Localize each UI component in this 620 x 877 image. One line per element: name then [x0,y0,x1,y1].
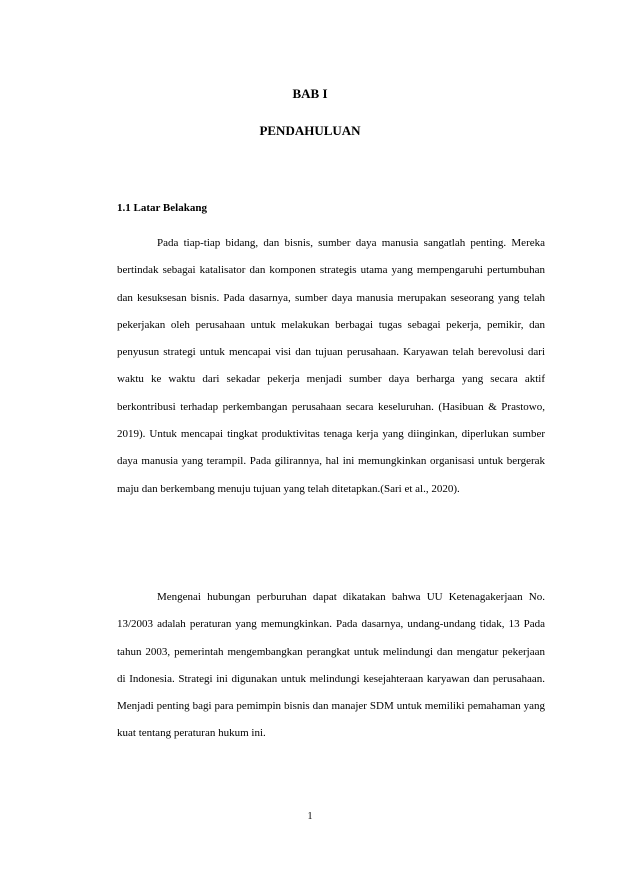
chapter-number: BAB I [292,86,328,101]
paragraph-1: Pada tiap-tiap bidang, dan bisnis, sumber daya manusia sangatlah penting. Mereka bertindak sebagai katalisator dan komponen strategis utama yang mempengaruhi pertumbuhan dan kesuksesan bisnis. Pada dasarnya, sumber daya manusia merupakan seseorang yang telah pekerjakan oleh perusahaan untuk melakukan berbagai tugas sebagai pekerja, pemikir, dan penyusun strategi untuk mencapai visi dan tujuan perusahaan. Karyawan telah berevolusi dari waktu ke waktu dari sekadar pekerja menjadi sumber daya berharga yang secara aktif berkontribusi terhadap perkembangan perusahaan secara keseluruhan. (Hasibuan & Prastowo, 2019). Untuk mencapai tingkat produktivitas tenaga kerja yang diinginkan, diperlukan sumber daya manusia yang terampil. Pada gilirannya, hal ini memungkinkan organisasi untuk bergerak maju dan berkembang menuju tujuan yang telah ditetapkan.(Sari et al., 2020). [117,237,545,495]
paragraph-2: Mengenai hubungan perburuhan dapat dikatakan bahwa UU Ketenagakerjaan No. 13/2003 adalah peraturan yang memungkinkan. Pada dasarnya, undang-undang tidak, 13 Pada tahun 2003, pemerintah mengembangkan perangkat untuk melindungi dan mengatur pekerjaan di Indonesia. Strategi ini digunakan untuk melindungi kesejahteraan karyawan dan perusahaan. Menjadi penting bagi para pemimpin bisnis dan manajer SDM untuk memiliki pemahaman yang kuat tentang peraturan hukum ini. [117,591,545,740]
section-heading: 1.1 Latar Belakang [117,202,207,214]
page-number: 1 [307,811,313,822]
chapter-title: PENDAHULUAN [259,123,361,138]
